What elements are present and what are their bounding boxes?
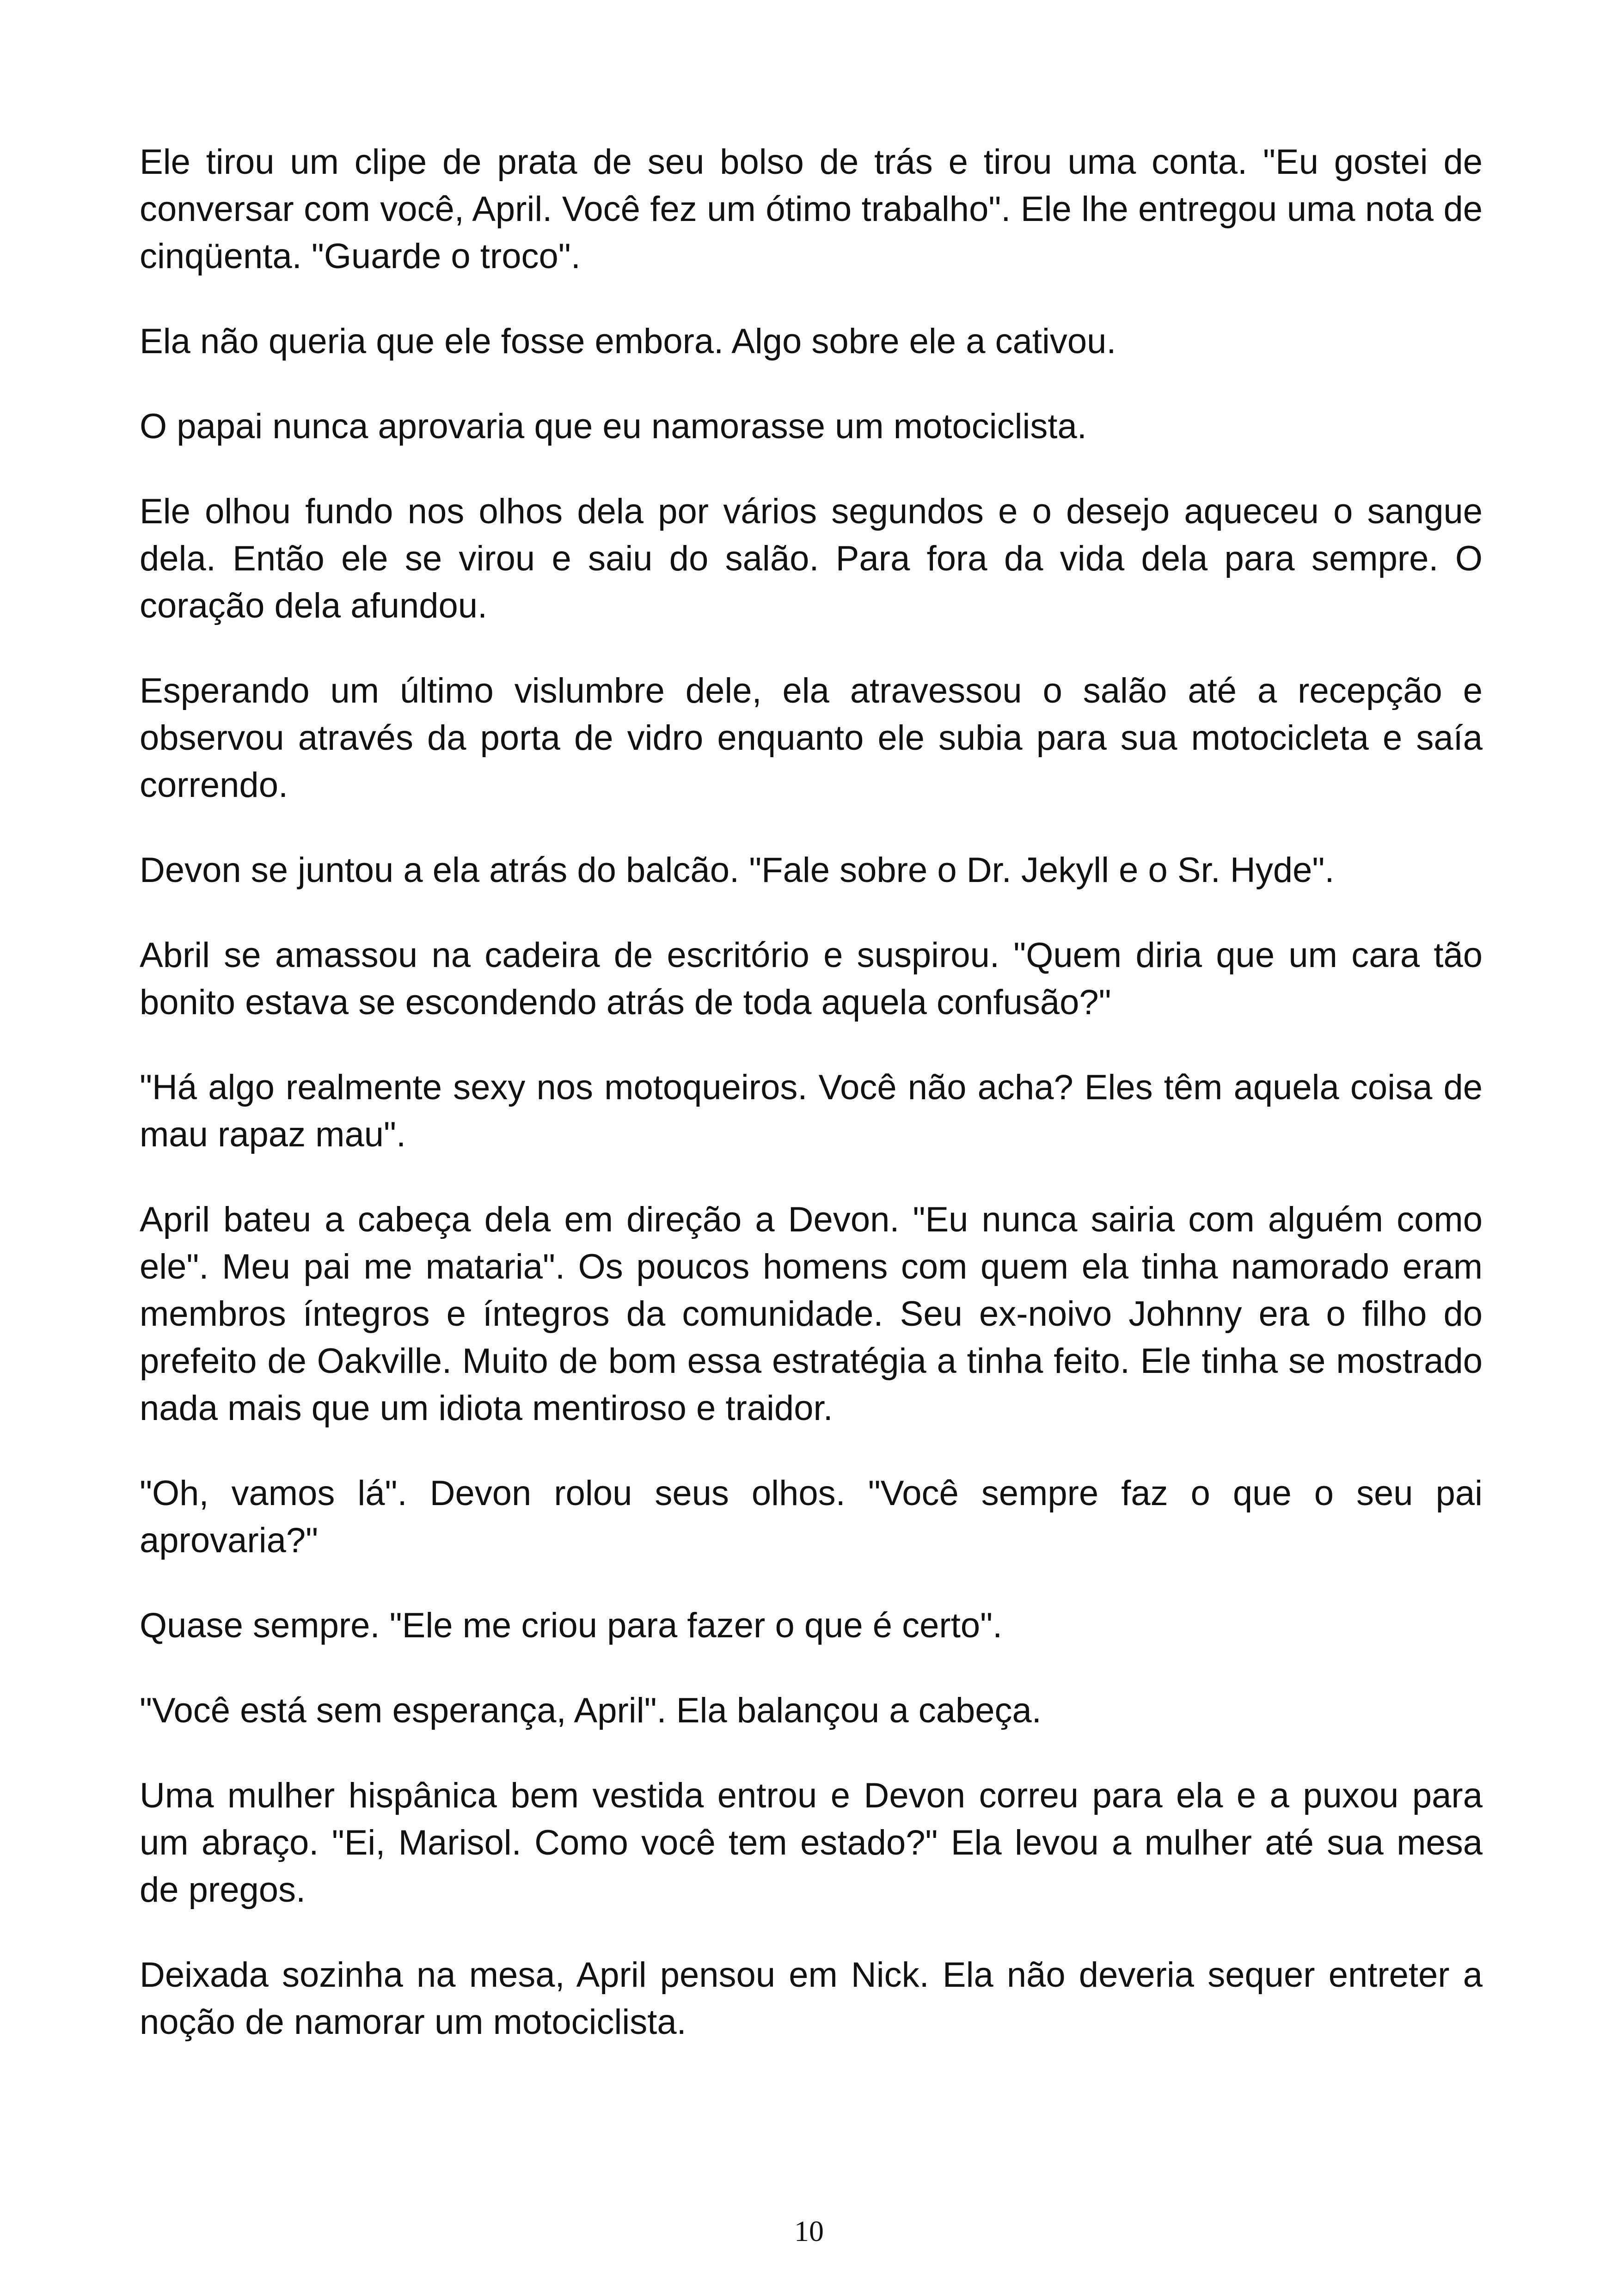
paragraph: O papai nunca aprovaria que eu namorasse um motociclista. — [140, 407, 1087, 446]
paragraph: Ela não queria que ele fosse embora. Algo sobre ele a cativou. — [140, 322, 1116, 361]
paragraph: Deixada sozinha na mesa, April pensou em Nick. Ela não deveria sequer entreter a noção de namorar um motociclista. — [140, 1955, 1483, 2042]
paragraph: "Você está sem esperança, April". Ela balançou a cabeça. — [140, 1691, 1042, 1730]
paragraph: Ele olhou fundo nos olhos dela por vários segundos e o desejo aqueceu o sangue dela. Então ele se virou e saiu do salão. Para fora da vida dela para sempre. O coração dela afundou. — [140, 492, 1483, 625]
paragraph: "Há algo realmente sexy nos motoqueiros. Você não acha? Eles têm aquela coisa de mau rapaz mau". — [140, 1068, 1483, 1154]
paragraph: Abril se amassou na cadeira de escritório e suspirou. "Quem diria que um cara tão bonito estava se escondendo atrás de toda aquela confusão?" — [140, 936, 1483, 1022]
page-number: 10 — [794, 2215, 824, 2247]
paragraph: Devon se juntou a ela atrás do balcão. "Fale sobre o Dr. Jekyll e o Sr. Hyde". — [140, 851, 1335, 890]
paragraph: Ele tirou um clipe de prata de seu bolso de trás e tirou uma conta. "Eu gostei de conversar com você, April. Você fez um ótimo trabalho". Ele lhe entregou uma nota de cinqüenta. "Guarde o troco". — [140, 142, 1483, 276]
paragraph: Uma mulher hispânica bem vestida entrou e Devon correu para ela e a puxou para um abraço. "Ei, Marisol. Como você tem estado?" Ela levou a mulher até sua mesa de pregos. — [140, 1776, 1483, 1910]
paragraph: Esperando um último vislumbre dele, ela atravessou o salão até a recepção e observou através da porta de vidro enquanto ele subia para sua motocicleta e saía correndo. — [140, 671, 1483, 805]
paragraph: April bateu a cabeça dela em direção a Devon. "Eu nunca sairia com alguém como ele". Meu pai me mataria". Os poucos homens com quem ela tinha namorado eram membros íntegros e íntegros da comunidade. Seu ex-noivo Johnny era o filho do prefeito de Oakville. Muito de bom essa estratégia a tinha feito. Ele tinha se mostrado nada mais que um idiota mentiroso e traidor. — [140, 1200, 1483, 1428]
text-body — [140, 139, 1483, 2084]
paragraph: Quase sempre. "Ele me criou para fazer o que é certo". — [140, 1606, 1003, 1645]
paragraph: "Oh, vamos lá". Devon rolou seus olhos. "Você sempre faz o que o seu pai aprovaria?" — [140, 1474, 1483, 1560]
